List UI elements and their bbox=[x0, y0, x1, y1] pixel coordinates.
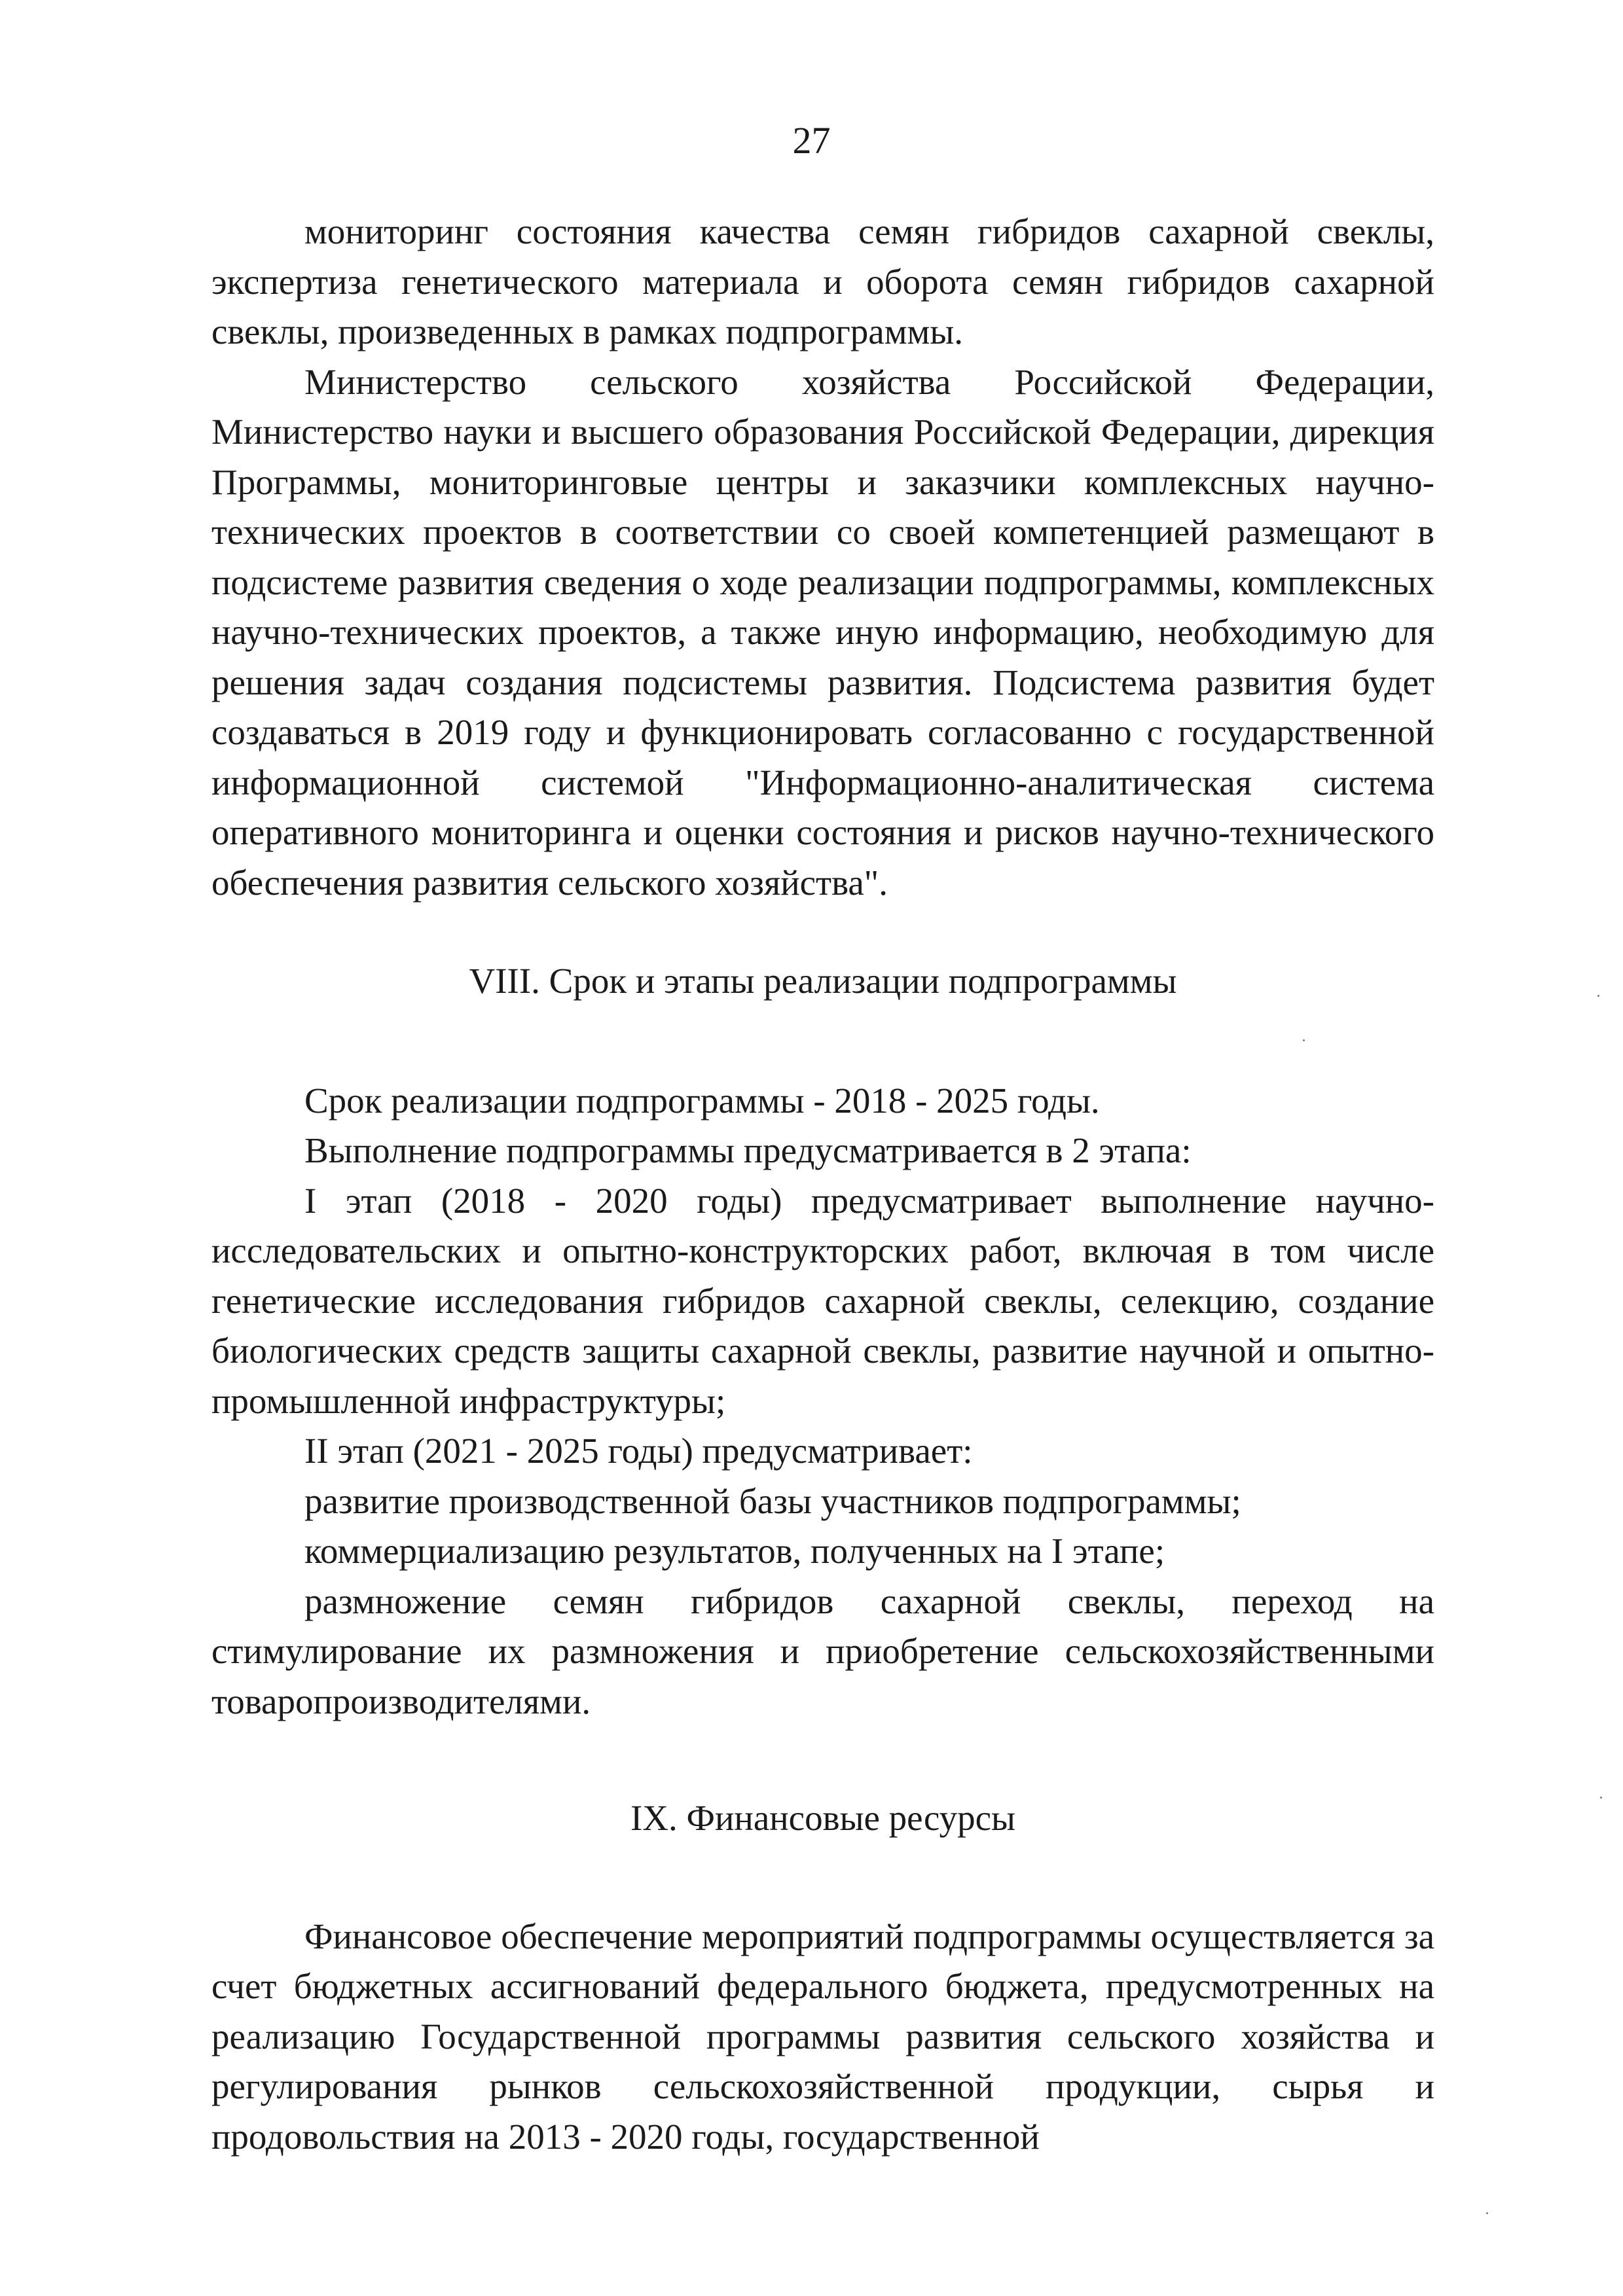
paragraph: Выполнение подпрограммы предусматривается в 2 этапа: bbox=[304, 1130, 1192, 1170]
paragraph: II этап (2021 - 2025 годы) предусматривает: bbox=[304, 1431, 973, 1471]
paragraph: размножение семян гибридов сахарной свеклы, переход на стимулирование их размножения и приобретение сельскохозяйственными товаропроизводителями. bbox=[211, 1581, 1434, 1721]
document-body bbox=[211, 207, 1434, 2162]
paragraph: Министерство сельского хозяйства Российской Федерации, Министерство науки и высшего образования Российской Федерации, дирекция Программы, мониторинговые центры и заказчики комплексных научно-технических проектов в соответствии со своей компетенцией размещают в подсистеме развития сведения о ходе реализации подпрограммы, комплексных научно-технических проектов, а также иную информацию, необходимую для решения задач создания подсистемы развития. Подсистема развития будет создаваться в 2019 году и функционировать согласованно с государственной информационной системой "Информационно-аналитическая система оперативного мониторинга и оценки состояния и рисков научно-технического обеспечения развития сельского хозяйства". bbox=[211, 361, 1434, 903]
paragraph: коммерциализацию результатов, полученных на I этапе; bbox=[304, 1531, 1165, 1571]
section-heading-viii: VIII. Срок и этапы реализации подпрограммы bbox=[469, 961, 1177, 1001]
paragraph: мониторинг состояния качества семян гибридов сахарной свеклы, экспертиза генетического материала и оборота семян гибридов сахарной свеклы, произведенных в рамках подпрограммы. bbox=[211, 211, 1434, 351]
scan-speck bbox=[1600, 1797, 1602, 1799]
paragraph: развитие производственной базы участников подпрограммы; bbox=[304, 1480, 1241, 1521]
scan-speck bbox=[1597, 995, 1599, 997]
page-number: 27 bbox=[792, 119, 831, 162]
paragraph: Финансовое обеспечение мероприятий подпрограммы осуществляется за счет бюджетных ассигнований федерального бюджета, предусмотренных на реализацию Государственной программы развития сельского хозяйства и регулирования рынков сельскохозяйственной продукции, сырья и продовольствия на 2013 - 2020 годы, государственной bbox=[211, 1916, 1434, 2157]
scan-speck bbox=[1303, 1039, 1305, 1041]
section-heading-ix: IX. Финансовые ресурсы bbox=[630, 1798, 1016, 1838]
paragraph: I этап (2018 - 2020 годы) предусматривает выполнение научно-исследовательских и опытно-конструкторских работ, включая в том числе генетические исследования гибридов сахарной свеклы, селекцию, создание биологических средств защиты сахарной свеклы, развитие научной и опытно-промышленной инфраструктуры; bbox=[211, 1180, 1434, 1421]
paragraph: Срок реализации подпрограммы - 2018 - 2025 годы. bbox=[304, 1080, 1100, 1121]
scan-speck bbox=[1486, 2212, 1488, 2214]
